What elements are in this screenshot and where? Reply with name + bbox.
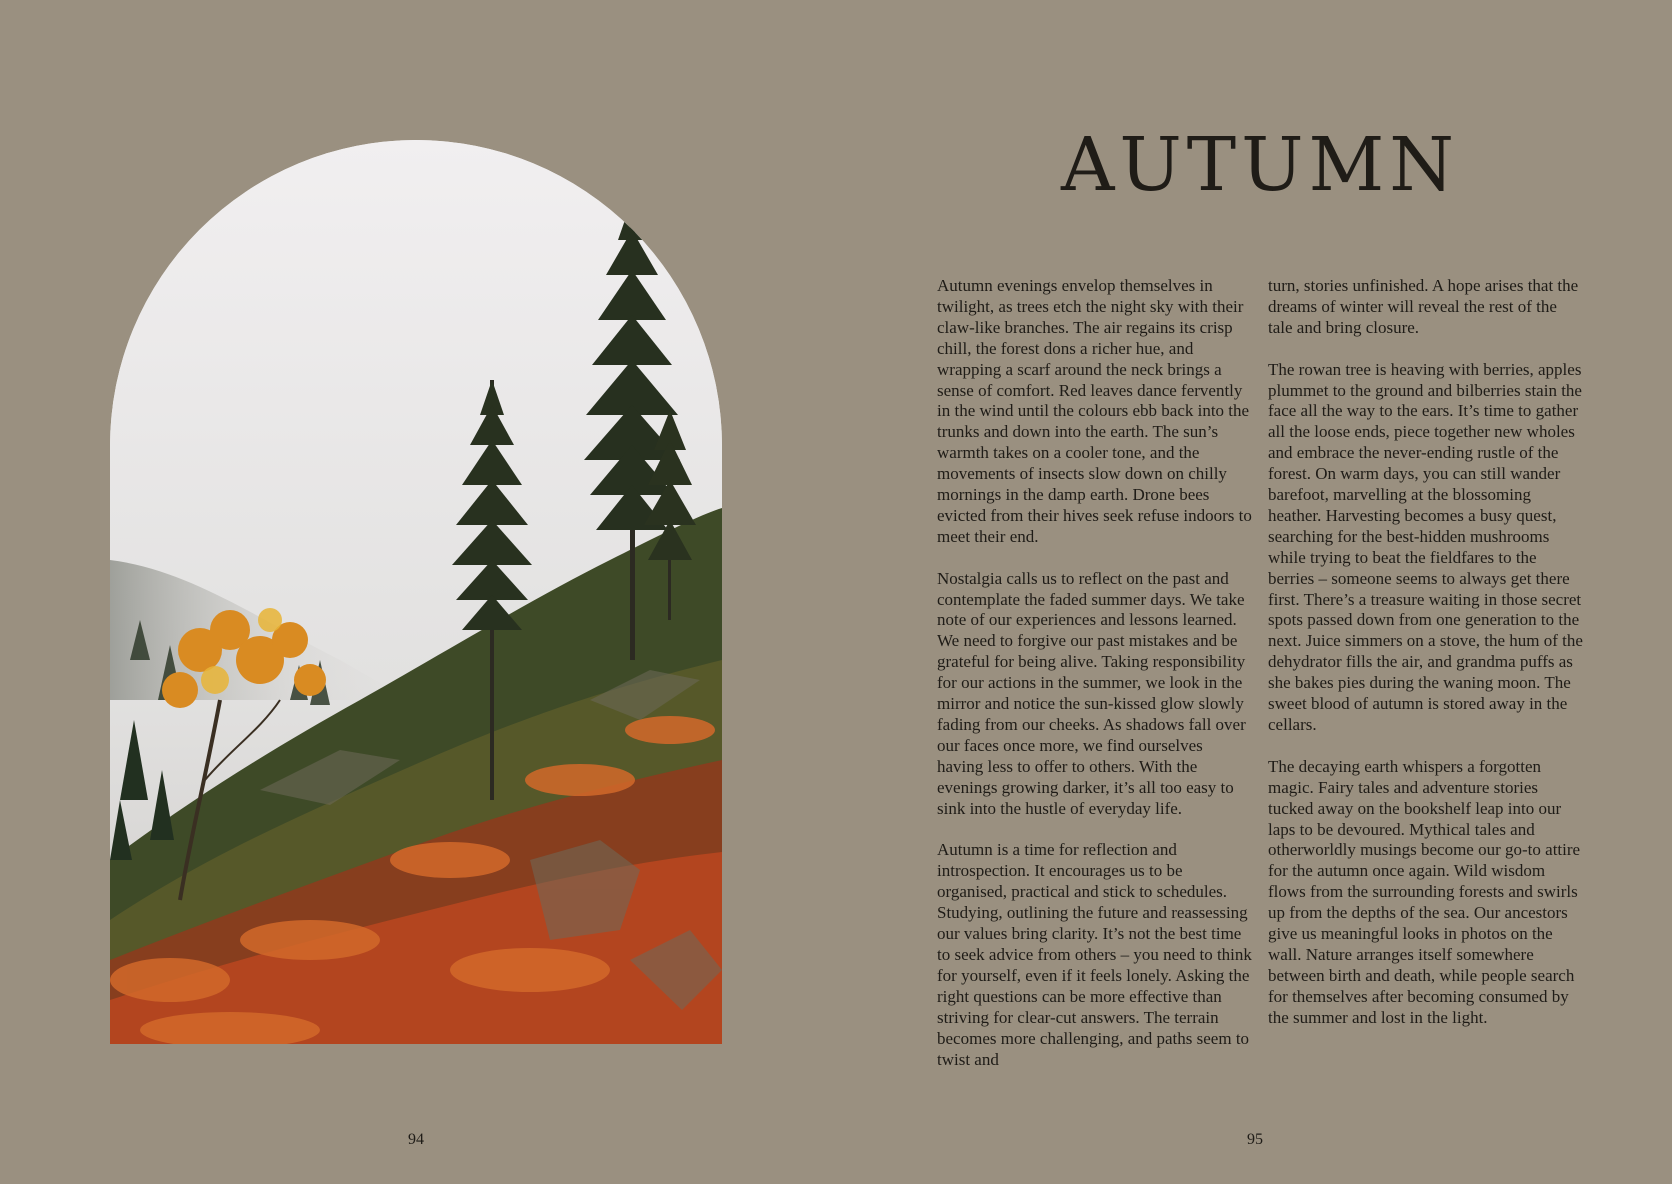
paragraph: The rowan tree is heaving with berries, apples plummet to the ground and bilberries stain the face all the way to the ears. It’s time to gather all the loose ends, piece together new wholes and embrace the never-ending rustle of the forest. On warm days, you can still wander barefoot, marvelling at the blossoming heather. Harvesting becomes a busy quest, searching for the best-hidden mushrooms while trying to beat the fieldfares to the berries – someone seems to always get there first. There’s a treasure waiting in those secret spots passed down from one generation to the next. Juice simmers on a stove, the hum of the dehydrator fills the air, and grandma puffs as she bakes pies during the waning moon. The sweet blood of autumn is stored away in the cellars.	[1268, 359, 1583, 735]
page-number-left: 94	[408, 1131, 424, 1148]
paragraph: Autumn is a time for reflection and introspection. It encourages us to be organised, practical and stick to schedules. Studying, outlining the future and reassessing our values bring clarity. It’s not the best time to seek advice from others – you need to think for yourself, even if it feels lonely. Asking the right questions can be more effective than striving for clear-cut answers. The terrain becomes more challenging, and paths seem to twist and	[937, 840, 1252, 1069]
paragraph: turn, stories unfinished. A hope arises that the dreams of winter will reveal the rest of the tale and bring closure.	[1268, 276, 1579, 337]
text-column-right	[1268, 276, 1584, 1049]
text-column-left	[937, 276, 1253, 1091]
page-number-right: 95	[1247, 1131, 1263, 1148]
paragraph: The decaying earth whispers a forgotten magic. Fairy tales and adventure stories tucked away on the bookshelf leap into our laps to be devoured. Mythical tales and otherworldly musings become our go-to attire for the autumn once again. Wild wisdom flows from the surrounding forests and swirls up from the depths of the sea. Our ancestors give us meaningful looks in photos on the wall. Nature arranges itself somewhere between birth and death, while people search for themselves after becoming consumed by the summer and lost in the light.	[1268, 756, 1581, 1027]
paragraph: Nostalgia calls us to reflect on the past and contemplate the faded summer days. We take note of our experiences and lessons learned. We need to forgive our past mistakes and be grateful for being alive. Taking responsibility for our actions in the summer, we look in the mirror and notice the sun-kissed glow slowly fading from our cheeks. As shadows fall over our faces once more, we find ourselves having less to offer to others. With the evenings growing darker, it’s all too easy to sink into the hustle of everyday life.	[937, 568, 1246, 818]
autumn-hillside-illustration	[110, 140, 722, 1044]
paragraph: Autumn evenings envelop themselves in twilight, as trees etch the night sky with their claw-like branches. The air regains its crisp chill, the forest dons a richer hue, and wrapping a scarf around the neck brings a sense of comfort. Red leaves dance fervently in the wind until the colours ebb back into the trunks and down into the earth. The sun’s warmth takes on a cooler tone, and the movements of insects slow down on chilly mornings in the damp earth. Drone bees evicted from their hives seek refuse indoors to meet their end.	[937, 276, 1252, 546]
chapter-title: AUTUMN	[1060, 122, 1460, 208]
arched-photo	[110, 140, 722, 1044]
